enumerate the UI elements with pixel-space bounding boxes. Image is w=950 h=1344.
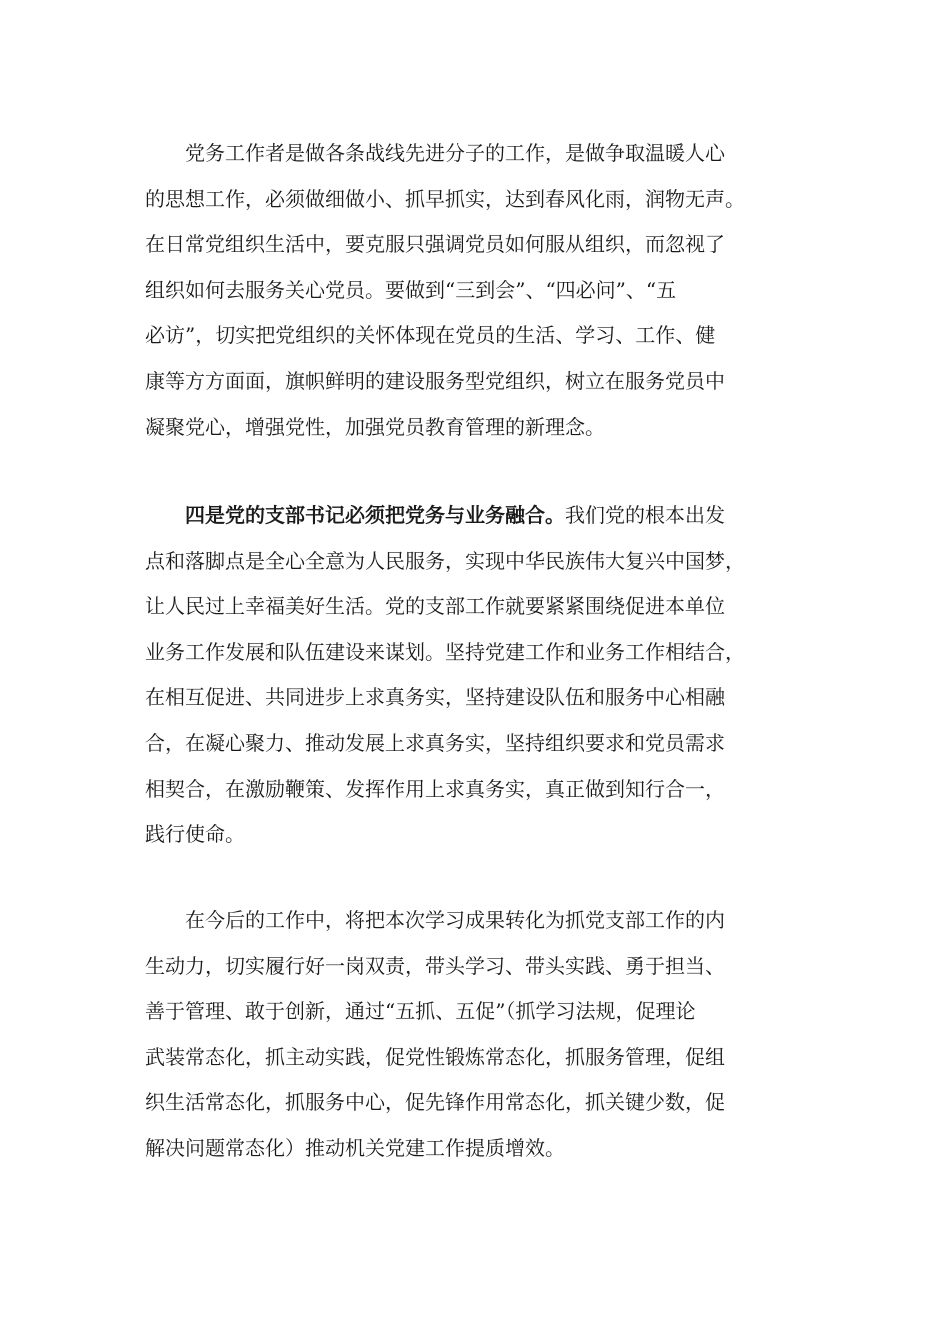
paragraph-line: 组织如何去服务关心党员。要做到“三到会”、“四必问”、“五 [145,277,677,302]
bold-heading-phrase: 四是党的支部书记必须把党务与业务融合。 [185,503,565,527]
paragraph-2 [145,493,805,858]
paragraph-line: 织生活常态化，抓服务中心，促先锋作用常态化，抓关键少数，促 [145,1090,725,1115]
paragraph-line: 业务工作发展和队伍建设来谋划。坚持党建工作和业务工作相结合， [145,639,745,664]
paragraph-line: 点和落脚点是全心全意为人民服务，实现中华民族伟大复兴中国梦， [145,548,745,573]
paragraph-line: 在今后的工作中，将把本次学习成果转化为抓党支部工作的内 [185,908,725,932]
paragraph-line: 合，在凝心聚力、推动发展上求真务实，坚持组织要求和党员需求 [145,730,725,755]
paragraph-line: 在相互促进、共同进步上求真务实，坚持建设队伍和服务中心相融 [145,685,725,710]
paragraph-line: 凝聚党心，增强党性，加强党员教育管理的新理念。 [145,414,605,439]
paragraph-line: 相契合，在激励鞭策、发挥作用上求真务实，真正做到知行合一， [145,776,725,801]
paragraph-line: 武装常态化，抓主动实践，促党性锻炼常态化，抓服务管理，促组 [145,1044,725,1069]
paragraph-line: 在日常党组织生活中，要克服只强调党员如何服从组织，而忽视了 [145,232,725,257]
paragraph-1 [145,131,805,450]
paragraph-line-rest: 我们党的根本出发 [565,503,725,527]
paragraph-line [145,493,805,539]
paragraph-line: 善于管理、敢于创新，通过“五抓、五促”（抓学习法规，促理论 [145,999,696,1024]
paragraph-line: 践行使命。 [145,822,245,847]
paragraph-line: 生动力，切实履行好一岗双责，带头学习、带头实践、勇于担当、 [145,953,725,978]
paragraph-3 [145,898,805,1172]
paragraph-line: 康等方方面面，旗帜鲜明的建设服务型党组织，树立在服务党员中 [145,368,725,393]
paragraph-line: 必访”，切实把党组织的关怀体现在党员的生活、学习、工作、健 [145,323,716,348]
paragraph-line: 党务工作者是做各条战线先进分子的工作，是做争取温暖人心 [185,141,725,165]
paragraph-line: 解决问题常态化）推动机关党建工作提质增效。 [145,1135,565,1160]
paragraph-line: 的思想工作，必须做细做小、抓早抓实，达到春风化雨，润物无声。 [145,186,745,211]
paragraph-line: 让人民过上幸福美好生活。党的支部工作就要紧紧围绕促进本单位 [145,594,725,619]
